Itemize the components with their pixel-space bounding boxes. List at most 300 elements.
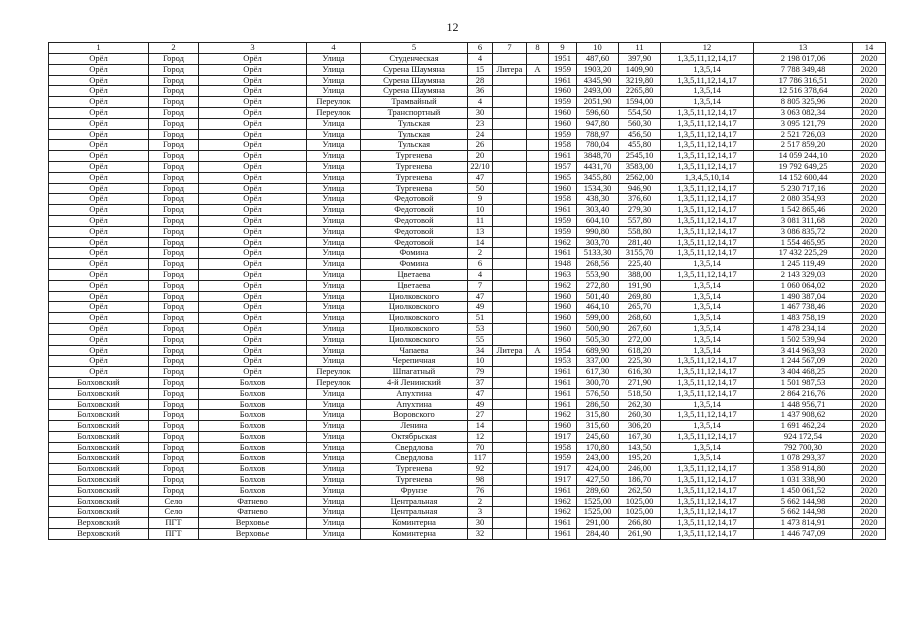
column-header-13: 13 — [754, 43, 853, 54]
column-header-11: 11 — [619, 43, 661, 54]
cell-work-types: 1,3,5,14 — [661, 64, 754, 75]
cell-year: 1960 — [549, 107, 577, 118]
cell-year: 1953 — [549, 356, 577, 367]
table-row — [49, 205, 886, 216]
cell-total-area: 500,90 — [577, 323, 619, 334]
cell-settlement-type: Город — [149, 118, 199, 129]
cell-cost: 1 060 064,02 — [754, 280, 853, 291]
cell-settlement-type: Город — [149, 410, 199, 421]
cell-settlement: Болхов — [199, 485, 307, 496]
cell-street-type: Улица — [307, 431, 361, 442]
cell-year-planned: 2020 — [853, 237, 886, 248]
cell-house-number: 47 — [468, 291, 493, 302]
cell-street-type: Улица — [307, 302, 361, 313]
cell-year: 1961 — [549, 205, 577, 216]
cell-year: 1960 — [549, 302, 577, 313]
cell-building-letter — [527, 485, 549, 496]
cell-settlement: Орёл — [199, 161, 307, 172]
table-row — [49, 356, 886, 367]
cell-house-number: 28 — [468, 75, 493, 86]
cell-house-number: 76 — [468, 485, 493, 496]
cell-living-area: 518,50 — [619, 388, 661, 399]
cell-house-number: 53 — [468, 323, 493, 334]
cell-year: 1954 — [549, 345, 577, 356]
cell-total-area: 245,60 — [577, 431, 619, 442]
cell-cost: 1 478 234,14 — [754, 323, 853, 334]
cell-year-planned: 2020 — [853, 323, 886, 334]
cell-house-number: 79 — [468, 367, 493, 378]
cell-settlement: Орёл — [199, 356, 307, 367]
cell-total-area: 300,70 — [577, 377, 619, 388]
cell-building-letter — [527, 97, 549, 108]
cell-district: Орёл — [49, 75, 149, 86]
cell-total-area: 1534,30 — [577, 183, 619, 194]
cell-district: Орёл — [49, 259, 149, 270]
cell-total-area: 4345,90 — [577, 75, 619, 86]
cell-street-type: Улица — [307, 64, 361, 75]
cell-street-type: Улица — [307, 442, 361, 453]
cell-house-number: 92 — [468, 464, 493, 475]
cell-year-planned: 2020 — [853, 485, 886, 496]
cell-work-types: 1,3,4,5,10,14 — [661, 172, 754, 183]
cell-building-letter — [527, 367, 549, 378]
cell-year-planned: 2020 — [853, 377, 886, 388]
cell-street: Ленина — [361, 421, 468, 432]
cell-building-type — [493, 194, 527, 205]
cell-street-type: Улица — [307, 410, 361, 421]
cell-cost: 19 792 649,25 — [754, 161, 853, 172]
cell-year-planned: 2020 — [853, 97, 886, 108]
cell-year-planned: 2020 — [853, 205, 886, 216]
cell-year: 1961 — [549, 151, 577, 162]
cell-living-area: 195,20 — [619, 453, 661, 464]
cell-total-area: 5133,30 — [577, 248, 619, 259]
cell-living-area: 262,30 — [619, 399, 661, 410]
cell-year: 1960 — [549, 421, 577, 432]
cell-work-types: 1,3,5,11,12,14,17 — [661, 75, 754, 86]
cell-building-type — [493, 183, 527, 194]
cell-district: Орёл — [49, 107, 149, 118]
cell-total-area: 286,50 — [577, 399, 619, 410]
table-body — [49, 43, 886, 540]
cell-house-number: 15 — [468, 64, 493, 75]
cell-living-area: 554,50 — [619, 107, 661, 118]
cell-settlement-type: Город — [149, 388, 199, 399]
cell-street: Сурена Шаумяна — [361, 64, 468, 75]
cell-building-letter — [527, 280, 549, 291]
column-header-14: 14 — [853, 43, 886, 54]
cell-settlement-type: Город — [149, 194, 199, 205]
table-row — [49, 140, 886, 151]
cell-settlement-type: Город — [149, 64, 199, 75]
cell-year: 1961 — [549, 529, 577, 540]
cell-building-letter — [527, 313, 549, 324]
cell-district: Орёл — [49, 280, 149, 291]
cell-total-area: 1525,00 — [577, 496, 619, 507]
cell-work-types: 1,3,5,14 — [661, 291, 754, 302]
cell-year-planned: 2020 — [853, 518, 886, 529]
cell-living-area: 268,60 — [619, 313, 661, 324]
housing-registry-table — [48, 42, 886, 540]
cell-cost: 2 080 354,93 — [754, 194, 853, 205]
cell-building-type — [493, 367, 527, 378]
cell-settlement-type: Город — [149, 75, 199, 86]
cell-work-types: 1,3,5,14 — [661, 323, 754, 334]
cell-settlement: Орёл — [199, 280, 307, 291]
cell-building-letter — [527, 237, 549, 248]
cell-building-type — [493, 334, 527, 345]
cell-year: 1962 — [549, 410, 577, 421]
cell-street: Студенческая — [361, 54, 468, 65]
cell-settlement: Болхов — [199, 388, 307, 399]
cell-house-number: 10 — [468, 205, 493, 216]
cell-house-number: 11 — [468, 215, 493, 226]
cell-work-types: 1,3,5,14 — [661, 334, 754, 345]
cell-settlement: Болхов — [199, 442, 307, 453]
cell-settlement: Орёл — [199, 323, 307, 334]
cell-year-planned: 2020 — [853, 442, 886, 453]
cell-year: 1957 — [549, 161, 577, 172]
cell-living-area: 3155,70 — [619, 248, 661, 259]
cell-building-type — [493, 453, 527, 464]
cell-settlement-type: Село — [149, 496, 199, 507]
cell-building-letter — [527, 107, 549, 118]
cell-building-type — [493, 151, 527, 162]
cell-building-type — [493, 475, 527, 486]
cell-cost: 924 172,54 — [754, 431, 853, 442]
cell-street-type: Улица — [307, 399, 361, 410]
cell-work-types: 1,3,5,14 — [661, 453, 754, 464]
cell-street-type: Улица — [307, 226, 361, 237]
cell-building-type — [493, 86, 527, 97]
cell-year-planned: 2020 — [853, 313, 886, 324]
cell-building-letter — [527, 226, 549, 237]
cell-settlement: Орёл — [199, 226, 307, 237]
cell-house-number: 55 — [468, 334, 493, 345]
cell-street: Тульская — [361, 129, 468, 140]
table-row — [49, 399, 886, 410]
cell-cost: 2 198 017,06 — [754, 54, 853, 65]
cell-living-area: 3219,80 — [619, 75, 661, 86]
cell-building-type — [493, 259, 527, 270]
cell-living-area: 281,40 — [619, 237, 661, 248]
cell-house-number: 30 — [468, 107, 493, 118]
cell-house-number: 3 — [468, 507, 493, 518]
cell-house-number: 14 — [468, 421, 493, 432]
cell-house-number: 4 — [468, 54, 493, 65]
cell-district: Орёл — [49, 291, 149, 302]
cell-cost: 3 414 963,93 — [754, 345, 853, 356]
cell-work-types: 1,3,5,11,12,14,17 — [661, 367, 754, 378]
cell-house-number: 13 — [468, 226, 493, 237]
cell-cost: 5 662 144,98 — [754, 507, 853, 518]
cell-year: 1917 — [549, 431, 577, 442]
cell-settlement-type: Город — [149, 215, 199, 226]
cell-building-letter — [527, 75, 549, 86]
cell-work-types: 1,3,5,11,12,14,17 — [661, 226, 754, 237]
cell-total-area: 268,56 — [577, 259, 619, 270]
cell-street: Циолковского — [361, 323, 468, 334]
cell-year-planned: 2020 — [853, 183, 886, 194]
column-header-8: 8 — [527, 43, 549, 54]
cell-year: 1962 — [549, 280, 577, 291]
cell-settlement: Орёл — [199, 367, 307, 378]
cell-street: 4-й Ленинский — [361, 377, 468, 388]
cell-year: 1961 — [549, 518, 577, 529]
cell-building-type — [493, 161, 527, 172]
cell-work-types: 1,3,5,11,12,14,17 — [661, 118, 754, 129]
cell-year: 1948 — [549, 259, 577, 270]
column-header-2: 2 — [149, 43, 199, 54]
cell-living-area: 225,30 — [619, 356, 661, 367]
cell-street: Циолковского — [361, 313, 468, 324]
cell-street-type: Улица — [307, 421, 361, 432]
cell-living-area: 388,00 — [619, 269, 661, 280]
cell-settlement-type: Город — [149, 475, 199, 486]
cell-settlement-type: Город — [149, 129, 199, 140]
cell-street-type: Улица — [307, 453, 361, 464]
cell-work-types: 1,3,5,11,12,14,17 — [661, 529, 754, 540]
cell-street-type: Улица — [307, 118, 361, 129]
cell-settlement: Фатнево — [199, 496, 307, 507]
cell-year-planned: 2020 — [853, 151, 886, 162]
cell-total-area: 780,04 — [577, 140, 619, 151]
cell-settlement-type: Город — [149, 151, 199, 162]
cell-house-number: 20 — [468, 151, 493, 162]
cell-district: Болховский — [49, 496, 149, 507]
cell-district: Болховский — [49, 464, 149, 475]
cell-cost: 1 691 462,24 — [754, 421, 853, 432]
cell-building-letter — [527, 323, 549, 334]
cell-total-area: 272,80 — [577, 280, 619, 291]
cell-building-letter — [527, 410, 549, 421]
cell-living-area: 560,30 — [619, 118, 661, 129]
cell-building-letter — [527, 183, 549, 194]
cell-building-type — [493, 421, 527, 432]
cell-work-types: 1,3,5,11,12,14,17 — [661, 410, 754, 421]
table-row — [49, 107, 886, 118]
cell-total-area: 284,40 — [577, 529, 619, 540]
cell-settlement: Орёл — [199, 183, 307, 194]
cell-district: Орёл — [49, 64, 149, 75]
cell-cost: 3 086 835,72 — [754, 226, 853, 237]
cell-street: Циолковского — [361, 291, 468, 302]
cell-work-types: 1,3,5,11,12,14,17 — [661, 183, 754, 194]
table-row — [49, 86, 886, 97]
cell-cost: 1 473 814,91 — [754, 518, 853, 529]
cell-street: Фомина — [361, 248, 468, 259]
cell-house-number: 2 — [468, 496, 493, 507]
cell-street: Фомина — [361, 259, 468, 270]
cell-settlement-type: Город — [149, 323, 199, 334]
cell-year-planned: 2020 — [853, 453, 886, 464]
cell-year-planned: 2020 — [853, 75, 886, 86]
cell-building-type — [493, 226, 527, 237]
cell-cost: 8 805 325,96 — [754, 97, 853, 108]
cell-street: Тургенева — [361, 475, 468, 486]
cell-cost: 1 437 908,62 — [754, 410, 853, 421]
table-header-row — [49, 43, 886, 54]
cell-building-type — [493, 323, 527, 334]
cell-street-type: Улица — [307, 323, 361, 334]
cell-building-type — [493, 97, 527, 108]
cell-cost: 17 432 225,29 — [754, 248, 853, 259]
cell-settlement: Орёл — [199, 237, 307, 248]
cell-settlement-type: Город — [149, 421, 199, 432]
cell-street: Сурена Шаумяна — [361, 75, 468, 86]
cell-building-letter — [527, 399, 549, 410]
cell-year: 1961 — [549, 388, 577, 399]
cell-house-number: 2 — [468, 248, 493, 259]
cell-work-types: 1,3,5,11,12,14,17 — [661, 194, 754, 205]
cell-street-type: Улица — [307, 356, 361, 367]
cell-settlement: Орёл — [199, 64, 307, 75]
cell-year: 1960 — [549, 291, 577, 302]
table-row — [49, 507, 886, 518]
cell-cost: 17 786 316,51 — [754, 75, 853, 86]
table-row — [49, 183, 886, 194]
cell-house-number: 10 — [468, 356, 493, 367]
cell-year-planned: 2020 — [853, 410, 886, 421]
cell-settlement: Орёл — [199, 269, 307, 280]
cell-district: Болховский — [49, 453, 149, 464]
table-row — [49, 323, 886, 334]
cell-total-area: 2493,00 — [577, 86, 619, 97]
cell-total-area: 788,97 — [577, 129, 619, 140]
cell-building-letter — [527, 151, 549, 162]
cell-year-planned: 2020 — [853, 129, 886, 140]
table-row — [49, 269, 886, 280]
cell-year: 1960 — [549, 313, 577, 324]
cell-settlement: Орёл — [199, 334, 307, 345]
cell-year: 1958 — [549, 140, 577, 151]
cell-district: Орёл — [49, 129, 149, 140]
cell-building-letter — [527, 421, 549, 432]
table-row — [49, 464, 886, 475]
cell-settlement-type: Город — [149, 86, 199, 97]
cell-building-type — [493, 280, 527, 291]
table-row — [49, 194, 886, 205]
cell-settlement: Болхов — [199, 453, 307, 464]
cell-settlement: Фатнево — [199, 507, 307, 518]
cell-house-number: 4 — [468, 269, 493, 280]
cell-street-type: Улица — [307, 259, 361, 270]
cell-street: Октябрьская — [361, 431, 468, 442]
cell-year-planned: 2020 — [853, 507, 886, 518]
cell-house-number: 47 — [468, 172, 493, 183]
cell-street-type: Улица — [307, 248, 361, 259]
cell-total-area: 427,50 — [577, 475, 619, 486]
cell-building-letter — [527, 388, 549, 399]
cell-work-types: 1,3,5,11,12,14,17 — [661, 464, 754, 475]
cell-building-letter — [527, 205, 549, 216]
cell-building-type — [493, 107, 527, 118]
cell-settlement: Болхов — [199, 410, 307, 421]
cell-street: Циолковского — [361, 334, 468, 345]
cell-year-planned: 2020 — [853, 107, 886, 118]
cell-building-type — [493, 302, 527, 313]
cell-street: Тургенева — [361, 151, 468, 162]
cell-district: Орёл — [49, 226, 149, 237]
cell-building-letter — [527, 194, 549, 205]
table-row — [49, 291, 886, 302]
cell-year-planned: 2020 — [853, 367, 886, 378]
cell-building-type — [493, 464, 527, 475]
cell-street: Цветаева — [361, 280, 468, 291]
cell-cost: 1 502 539,94 — [754, 334, 853, 345]
cell-total-area: 487,60 — [577, 54, 619, 65]
cell-street-type: Улица — [307, 86, 361, 97]
cell-total-area: 243,00 — [577, 453, 619, 464]
cell-district: Орёл — [49, 54, 149, 65]
cell-building-letter — [527, 431, 549, 442]
cell-settlement: Орёл — [199, 97, 307, 108]
cell-total-area: 337,00 — [577, 356, 619, 367]
cell-street: Апухтина — [361, 399, 468, 410]
table-row — [49, 259, 886, 270]
cell-settlement-type: Город — [149, 269, 199, 280]
cell-building-type — [493, 507, 527, 518]
cell-district: Орёл — [49, 140, 149, 151]
cell-settlement-type: Город — [149, 54, 199, 65]
cell-district: Орёл — [49, 345, 149, 356]
cell-settlement-type: Город — [149, 291, 199, 302]
cell-district: Орёл — [49, 86, 149, 97]
column-header-4: 4 — [307, 43, 361, 54]
cell-cost: 3 404 468,25 — [754, 367, 853, 378]
cell-street-type: Улица — [307, 334, 361, 345]
cell-work-types: 1,3,5,14 — [661, 280, 754, 291]
cell-settlement: Орёл — [199, 302, 307, 313]
cell-building-letter — [527, 475, 549, 486]
cell-settlement: Орёл — [199, 259, 307, 270]
cell-year-planned: 2020 — [853, 194, 886, 205]
cell-total-area: 170,80 — [577, 442, 619, 453]
cell-settlement: Орёл — [199, 75, 307, 86]
cell-total-area: 689,90 — [577, 345, 619, 356]
cell-work-types: 1,3,5,11,12,14,17 — [661, 54, 754, 65]
cell-settlement: Орёл — [199, 86, 307, 97]
cell-year-planned: 2020 — [853, 215, 886, 226]
cell-settlement: Болхов — [199, 464, 307, 475]
cell-year-planned: 2020 — [853, 529, 886, 540]
cell-settlement: Орёл — [199, 313, 307, 324]
cell-settlement: Орёл — [199, 215, 307, 226]
cell-year-planned: 2020 — [853, 64, 886, 75]
cell-street: Тургенева — [361, 183, 468, 194]
cell-house-number: 36 — [468, 86, 493, 97]
table-row — [49, 377, 886, 388]
cell-building-letter — [527, 215, 549, 226]
cell-house-number: 14 — [468, 237, 493, 248]
cell-street: Транспортный — [361, 107, 468, 118]
cell-street-type: Улица — [307, 205, 361, 216]
cell-living-area: 2545,10 — [619, 151, 661, 162]
cell-district: Орёл — [49, 183, 149, 194]
table-row — [49, 334, 886, 345]
cell-street-type: Улица — [307, 388, 361, 399]
cell-street-type: Улица — [307, 291, 361, 302]
page-number: 12 — [446, 20, 459, 34]
cell-settlement-type: Город — [149, 453, 199, 464]
table-row — [49, 75, 886, 86]
cell-settlement: Болхов — [199, 421, 307, 432]
cell-building-type — [493, 140, 527, 151]
cell-building-type — [493, 75, 527, 86]
cell-year-planned: 2020 — [853, 431, 886, 442]
cell-settlement-type: Город — [149, 259, 199, 270]
cell-living-area: 376,60 — [619, 194, 661, 205]
